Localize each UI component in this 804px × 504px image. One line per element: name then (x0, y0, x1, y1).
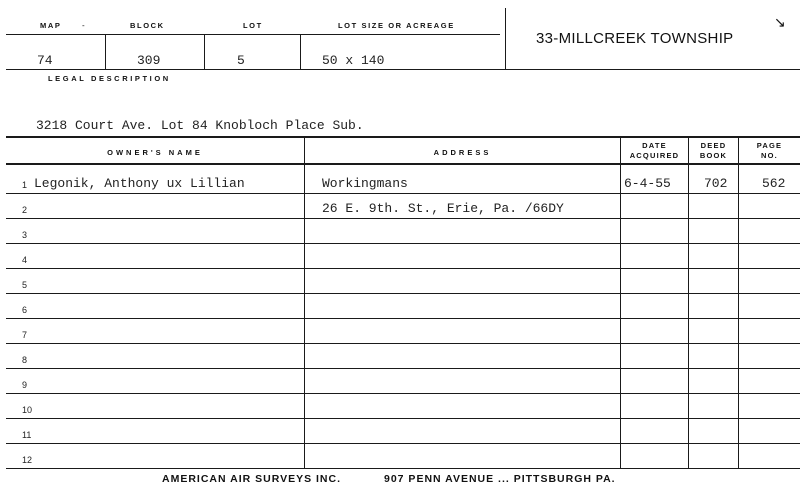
date-acquired-header (621, 141, 688, 161)
row-rule (6, 368, 800, 369)
address-cell: Workingmans (322, 176, 408, 191)
row-number: 5 (22, 280, 28, 290)
map-dash-mark: - (82, 21, 85, 30)
date-header-line1: DATE (642, 141, 667, 150)
page-no-header (739, 141, 800, 161)
table-top-rule (6, 136, 800, 138)
address-header: ADDRESS (433, 148, 492, 157)
corner-check-mark: ↘ (774, 14, 786, 30)
top-field-divider (300, 35, 301, 69)
address-cell: 26 E. 9th. St., Erie, Pa. /66DY (322, 201, 564, 216)
row-rule (6, 393, 800, 394)
row-rule (6, 218, 800, 219)
page-no-cell: 562 (762, 176, 786, 191)
legal-description-label: LEGAL DESCRIPTION (48, 74, 171, 83)
row-number: 4 (22, 255, 28, 265)
header-bottom-rule (6, 163, 800, 165)
township-title: 33-MILLCREEK TOWNSHIP (536, 30, 734, 47)
row-number: 7 (22, 330, 28, 340)
block-label: BLOCK (130, 21, 165, 30)
footer-address: 907 PENN AVENUE ... PITTSBURGH PA. (384, 473, 616, 485)
deed-header-line1: DEED (700, 141, 727, 150)
date-acquired-cell: 6-4-55 (624, 176, 671, 191)
lot-size-label: LOT SIZE OR ACREAGE (338, 21, 455, 30)
row-rule (6, 468, 800, 469)
top-section-rule (6, 69, 800, 70)
row-rule (6, 418, 800, 419)
footer-company: AMERICAN AIR SURVEYS INC. (162, 473, 342, 485)
page-header-line2: NO. (761, 151, 778, 160)
legal-description-value: 3218 Court Ave. Lot 84 Knobloch Place Sub. (36, 118, 364, 133)
row-number: 1 (22, 180, 28, 190)
deed-header-line2: BOOK (699, 151, 728, 160)
date-header-line2: ACQUIRED (629, 151, 680, 160)
row-rule (6, 443, 800, 444)
lot-size-value: 50 x 140 (322, 53, 385, 68)
row-rule (6, 343, 800, 344)
row-number: 8 (22, 355, 28, 365)
deed-book-cell: 702 (704, 176, 728, 191)
row-rule (6, 293, 800, 294)
row-number: 9 (22, 380, 28, 390)
top-field-divider (105, 35, 106, 69)
top-field-rule (6, 34, 500, 35)
owner-name-cell: Legonik, Anthony ux Lillian (34, 176, 245, 191)
deed-book-header (689, 141, 738, 161)
map-label: MAP (40, 21, 62, 30)
row-number: 10 (22, 405, 33, 415)
row-number: 12 (22, 455, 33, 465)
row-number: 2 (22, 205, 28, 215)
row-number: 3 (22, 230, 28, 240)
row-number: 6 (22, 305, 28, 315)
lot-value: 5 (237, 53, 245, 68)
township-divider (505, 8, 506, 70)
top-field-divider (204, 35, 205, 69)
row-rule (6, 193, 800, 194)
row-number: 11 (22, 430, 32, 440)
row-rule (6, 243, 800, 244)
lot-label: LOT (243, 21, 263, 30)
row-rule (6, 268, 800, 269)
row-rule (6, 318, 800, 319)
owner-name-header: OWNER'S NAME (107, 148, 203, 157)
page-header-line1: PAGE (756, 141, 783, 150)
block-value: 309 (137, 53, 161, 68)
map-value: 74 (37, 53, 53, 68)
